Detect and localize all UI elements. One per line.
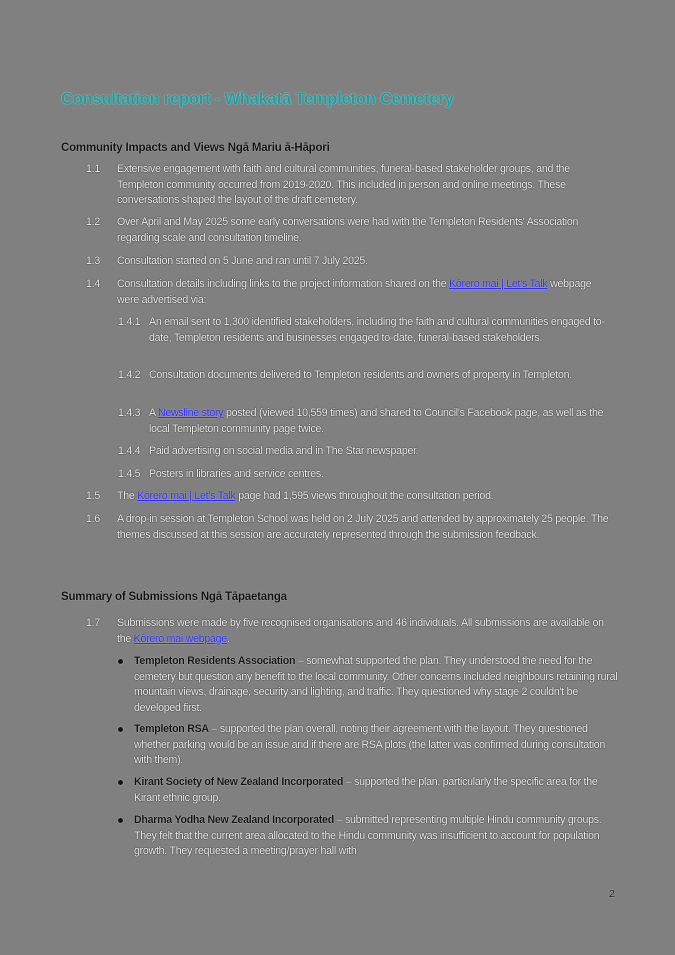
item-text: Paid advertising on social media and in The Star newspaper. bbox=[149, 445, 419, 457]
text-segment: page had 1,595 views throughout the consultation period. bbox=[235, 490, 494, 502]
item-number: 1.4.2 bbox=[118, 369, 141, 381]
item-text: Posters in libraries and service centres. bbox=[149, 468, 324, 480]
page-number: 2 bbox=[609, 888, 615, 900]
text-segment: Consultation details including links to the project information shared on the bbox=[117, 278, 450, 290]
organisation-name: Templeton RSA bbox=[134, 723, 209, 735]
organisation-name: Templeton Residents Association bbox=[134, 655, 296, 667]
item-text bbox=[134, 813, 620, 860]
item-text bbox=[134, 722, 620, 769]
item-number: 1.4.4 bbox=[118, 445, 141, 457]
text-segment: posted (viewed 10,559 times) and shared to Council's Facebook page, as well as the local Templeton community page twice. bbox=[149, 407, 604, 435]
item-number: 1.4.1 bbox=[118, 316, 141, 328]
item-text bbox=[117, 489, 615, 505]
text-segment: . bbox=[226, 632, 230, 645]
item-text bbox=[117, 616, 615, 647]
text-segment: A bbox=[149, 407, 158, 419]
bullet-icon bbox=[118, 659, 123, 664]
text-segment: The bbox=[117, 490, 138, 502]
item-text: Consultation documents delivered to Templeton residents and owners of property in Templeton. bbox=[149, 369, 572, 381]
item-text: Consultation started on 5 June and ran until 7 July 2025. bbox=[117, 255, 368, 267]
item-text bbox=[117, 277, 615, 308]
item-text bbox=[149, 406, 617, 437]
item-text: An email sent to 1,300 identified stakeholders, including the faith and cultural communities engaged to-date, Templeton residents and businesses engaged to-date, funeral-based stakeholders. bbox=[149, 316, 605, 344]
text-segment: – submitted representing multiple Hindu community groups. They felt that the current area allocated to the Hindu community was insufficient to account for population growth. They requested a meeting/prayer hall with bbox=[134, 814, 602, 857]
korero-mai-lets-talk-link[interactable]: Kōrero mai | Let's Talk bbox=[137, 490, 236, 502]
text-segment: – supported the plan overall, noting their agreement with the layout. They questioned whether parking would be an issue and if there are RSA plots (the latter was confirmed during consultation with them). bbox=[134, 723, 606, 766]
item-number: 1.1 bbox=[86, 163, 100, 175]
item-number: 1.4.5 bbox=[118, 468, 141, 480]
newsline-story-link[interactable]: Newsline story bbox=[157, 407, 224, 419]
item-number: 1.6 bbox=[86, 513, 100, 525]
section-heading-community-impacts: Community Impacts and Views Ngā Mariu ā-Hāpori bbox=[61, 142, 330, 154]
item-number: 1.2 bbox=[86, 216, 100, 228]
organisation-name: Dharma Yodha New Zealand Incorporated bbox=[134, 814, 334, 826]
korero-mai-lets-talk-link[interactable]: Kōrero mai | Let's Talk bbox=[449, 278, 548, 290]
item-text: Over April and May 2025 some early conversations were had with the Templeton Residents' Association regarding scale and consultation timeline. bbox=[117, 216, 579, 244]
text-segment: – supported the plan, particularly the specific area for the Kirant ethnic group. bbox=[134, 776, 598, 804]
item-text bbox=[134, 775, 620, 806]
item-number: 1.4 bbox=[86, 278, 100, 290]
item-number: 1.4.3 bbox=[118, 407, 141, 419]
item-number: 1.7 bbox=[86, 617, 100, 629]
bullet-icon bbox=[118, 727, 123, 732]
item-text: Extensive engagement with faith and cultural communities, funeral-based stakeholder groups, and the Templeton community occurred from 2019-2020. This included in person and online meetings. These conversations shaped the layout of the draft cemetery. bbox=[117, 163, 570, 206]
text-segment: Submissions were made by five recognised organisations and 46 individuals. All submissions are available on the bbox=[117, 617, 604, 645]
korero-mai-webpage-link[interactable]: Kōrero mai webpage bbox=[133, 632, 227, 645]
bullet-icon bbox=[118, 818, 123, 823]
text-segment: – somewhat supported the plan. They understood the need for the cemetery but question any benefit to the local community. Other concerns included neighbours retaining rural mountain views, drainage, security and lighting, and traffic. They questioned why stage 2 couldn't be developed first. bbox=[134, 655, 618, 714]
item-text: A drop-in session at Templeton School was held on 2 July 2025 and attended by approximately 25 people. The themes discussed at this session are accurately represented through the submission feedback. bbox=[117, 513, 609, 541]
item-text bbox=[134, 654, 620, 716]
item-number: 1.5 bbox=[86, 490, 100, 502]
bullet-icon bbox=[118, 780, 123, 785]
item-number: 1.3 bbox=[86, 255, 100, 267]
organisation-name: Kirant Society of New Zealand Incorporated bbox=[134, 776, 344, 788]
section-heading-summary-of-submissions: Summary of Submissions Ngā Tāpaetanga bbox=[61, 591, 287, 603]
page-title: Consultation report - Whakatā Templeton Cemetery bbox=[61, 90, 454, 108]
text-segment: webpage were advertised via: bbox=[117, 278, 592, 306]
